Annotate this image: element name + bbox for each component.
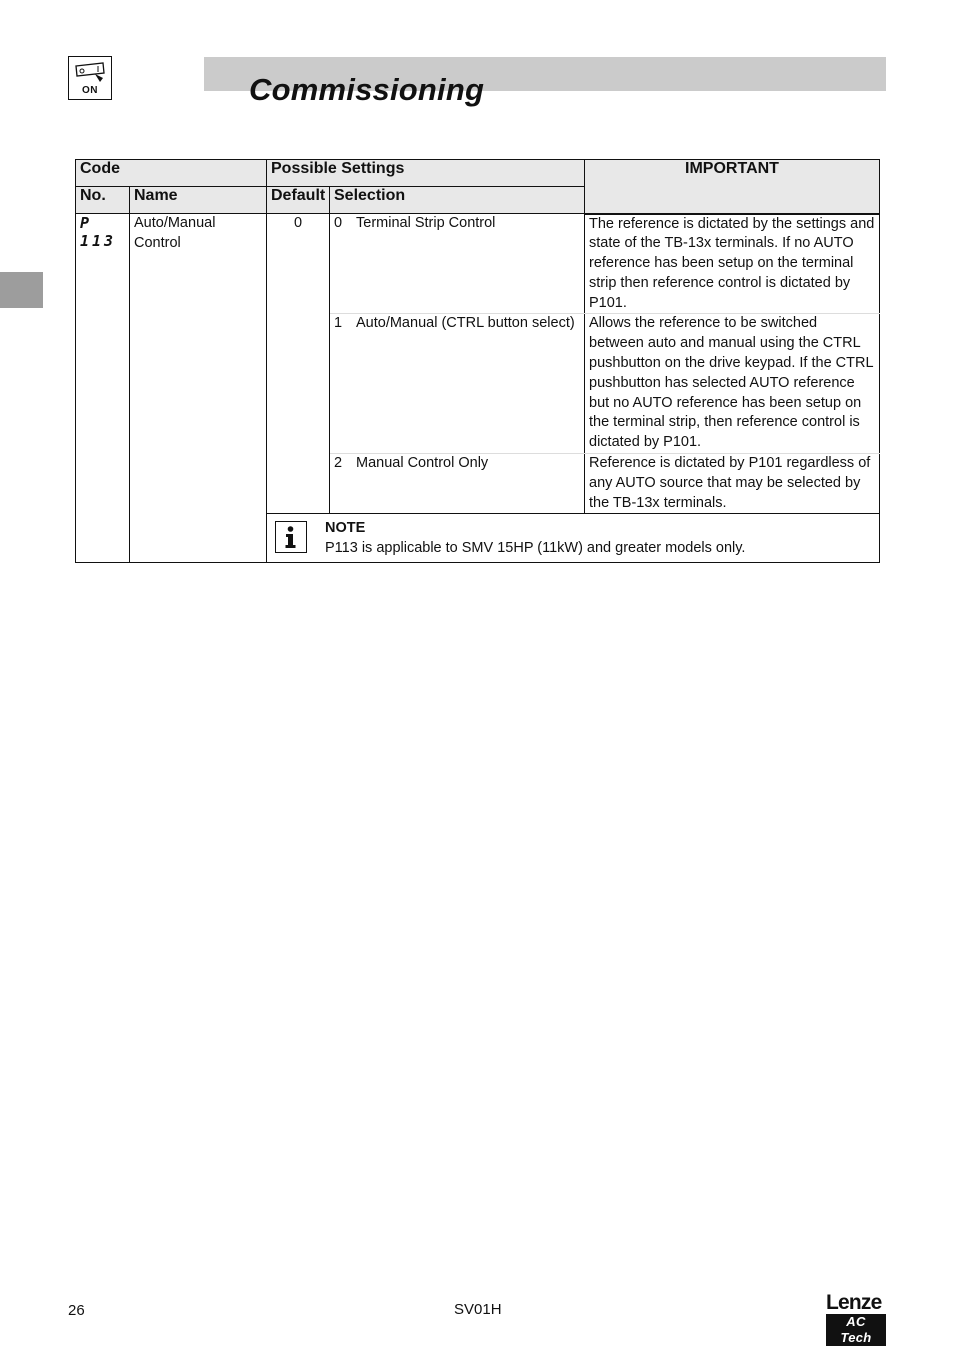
header-possible-settings: Possible Settings	[267, 160, 585, 187]
brand-name: Lenze	[826, 1291, 882, 1314]
on-label: ON	[82, 85, 98, 96]
header-code: Code	[76, 160, 267, 187]
note-title: NOTE	[325, 520, 366, 537]
important-1: Allows the reference to be switched between auto and manual using the CTRL pushbutton on the drive keypad. If the CTRL pushbutton has selected AUTO reference but no AUTO reference has been setup on the terminal strip, then reference control is dictated by P101.	[585, 314, 880, 454]
option-0	[330, 214, 585, 314]
option-label: Manual Control Only	[356, 455, 489, 472]
header-default: Default	[267, 187, 330, 214]
option-value: 1	[334, 315, 343, 332]
note-cell	[267, 514, 880, 563]
option-1	[330, 314, 585, 454]
page-title: Commissioning	[249, 72, 485, 107]
info-icon	[275, 521, 307, 553]
brand-sub: AC Tech	[826, 1314, 886, 1346]
option-value: 2	[334, 455, 343, 472]
option-label: Terminal Strip Control	[356, 215, 496, 231]
brand-logo	[826, 1292, 888, 1346]
parameter-table	[75, 159, 880, 563]
note-text: P113 is applicable to SMV 15HP (11kW) and greater models only.	[325, 540, 746, 557]
parameter-code	[76, 214, 130, 563]
option-2	[330, 454, 585, 514]
power-switch-on-icon	[68, 56, 112, 100]
option-value: 0	[334, 215, 343, 231]
header-name: Name	[130, 187, 267, 214]
parameter-name: Auto/Manual Control	[130, 214, 267, 563]
section-tab	[0, 272, 43, 308]
document-code: SV01H	[454, 1301, 502, 1318]
page-number: 26	[68, 1302, 85, 1319]
parameter-code-display: P 113	[80, 214, 117, 250]
header-important: IMPORTANT	[585, 160, 880, 214]
important-2: Reference is dictated by P101 regardless of any AUTO source that may be selected by the TB-13x terminals.	[585, 454, 880, 514]
table-header-row-1	[76, 160, 880, 187]
header-selection: Selection	[330, 187, 585, 214]
option-label: Auto/Manual (CTRL button select)	[356, 315, 575, 332]
parameter-default: 0	[267, 214, 330, 514]
switch-graphic	[73, 60, 107, 84]
table-row	[76, 214, 880, 314]
important-0: The reference is dictated by the settings and state of the TB-13x terminals. If no AUTO reference has been setup on the terminal strip then reference control is dictated by P101.	[585, 214, 880, 314]
header-no: No.	[76, 187, 130, 214]
